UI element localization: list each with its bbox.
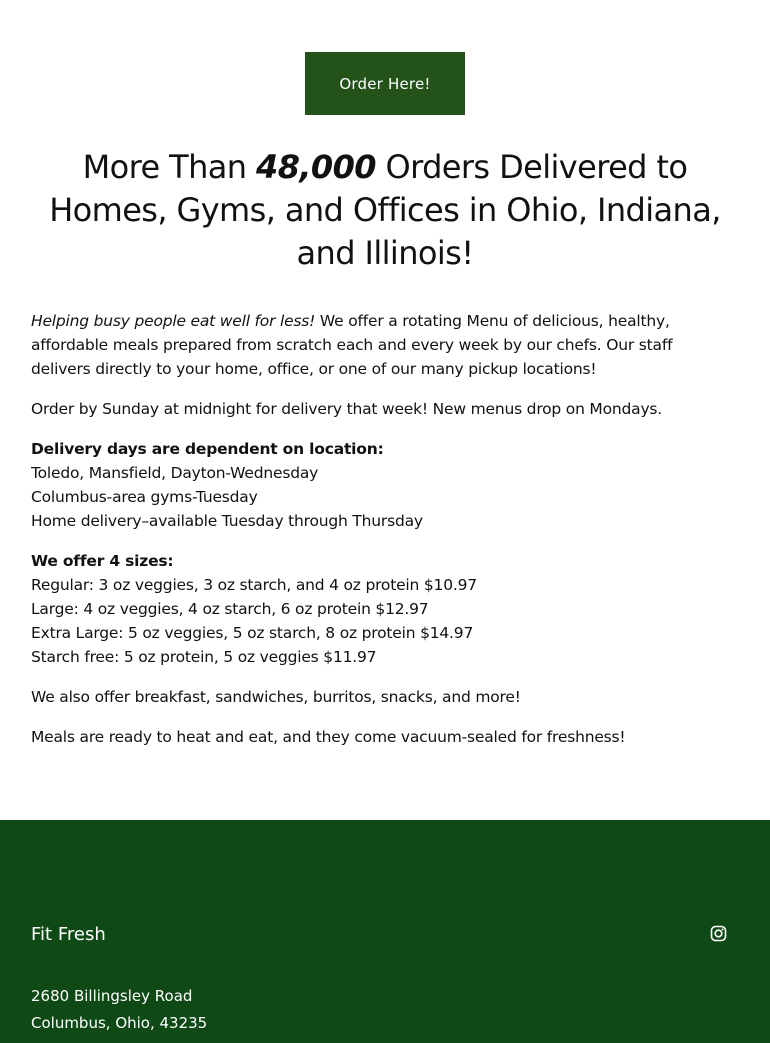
description-block xyxy=(31,309,731,765)
page-headline xyxy=(20,146,750,275)
intro-paragraph xyxy=(31,309,731,381)
extras-paragraph: We also offer breakfast, sandwiches, burritos, snacks, and more! xyxy=(31,688,521,706)
sizes-heading: We offer 4 sizes: xyxy=(31,552,174,570)
footer-brand: Fit Fresh xyxy=(31,924,106,945)
headline-suffix: Orders Delivered to Homes, Gyms, and Offices in Ohio, Indiana, and Illinois! xyxy=(49,148,721,272)
address-line: 2680 Billingsley Road xyxy=(31,987,193,1005)
meals-note: Meals are ready to heat and eat, and they come vacuum-sealed for freshness! xyxy=(31,728,626,746)
sizes-section xyxy=(31,549,731,669)
delivery-section xyxy=(31,437,731,533)
order-note: Order by Sunday at midnight for delivery that week! New menus drop on Mondays. xyxy=(31,400,663,418)
delivery-heading: Delivery days are dependent on location: xyxy=(31,440,384,458)
delivery-line: Home delivery–available Tuesday through Thursday xyxy=(31,512,423,530)
intro-text: We offer a rotating Menu of delicious, healthy, affordable meals prepared from scratch each and every week by our chefs. Our staff delivers directly to your home, office, or one of our many pickup locations! xyxy=(31,312,673,378)
size-line: Large: 4 oz veggies, 4 oz starch, 6 oz protein $12.97 xyxy=(31,600,429,618)
headline-prefix: More Than xyxy=(82,148,257,186)
headline-order-count: 48,000 xyxy=(256,148,376,186)
size-line: Extra Large: 5 oz veggies, 5 oz starch, 8 oz protein $14.97 xyxy=(31,624,474,642)
size-line: Starch free: 5 oz protein, 5 oz veggies $11.97 xyxy=(31,648,377,666)
order-here-button[interactable]: Order Here! xyxy=(305,52,465,115)
instagram-icon[interactable] xyxy=(710,925,727,942)
tagline: Helping busy people eat well for less! xyxy=(31,312,316,330)
site-footer xyxy=(0,820,770,1043)
address-line: Columbus, Ohio, 43235 xyxy=(31,1014,208,1032)
delivery-line: Columbus-area gyms-Tuesday xyxy=(31,488,258,506)
size-line: Regular: 3 oz veggies, 3 oz starch, and 4 oz protein $10.97 xyxy=(31,576,477,594)
footer-address xyxy=(31,983,207,1037)
delivery-line: Toledo, Mansfield, Dayton-Wednesday xyxy=(31,464,319,482)
